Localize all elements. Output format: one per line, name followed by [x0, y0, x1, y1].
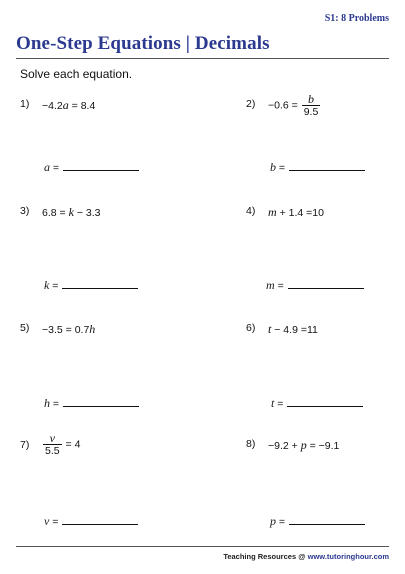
- answer-variable: m: [266, 278, 275, 292]
- footer-label: Teaching Resources @: [223, 552, 308, 561]
- answer-line-1[interactable]: [44, 160, 139, 175]
- answer-equals: =: [274, 398, 284, 410]
- answer-line-7[interactable]: [44, 514, 138, 529]
- problem-number: 3): [20, 205, 30, 217]
- equation-text: −0.6 =: [268, 99, 301, 112]
- equation-text: 6.8 =: [42, 207, 69, 219]
- answer-blank[interactable]: [63, 396, 139, 407]
- answer-blank[interactable]: [288, 278, 364, 289]
- problem-number: 7): [20, 439, 30, 451]
- footer: [223, 552, 389, 561]
- answer-variable: t: [271, 396, 275, 410]
- problem-number: 4): [246, 205, 256, 217]
- equation-text: − 3.3: [73, 207, 101, 219]
- answer-variable: a: [44, 160, 50, 174]
- equation: [268, 438, 339, 453]
- problem-number: 5): [20, 322, 30, 334]
- fraction-denominator: 9.5: [303, 106, 319, 118]
- answer-blank[interactable]: [62, 514, 138, 525]
- answer-variable: h: [44, 396, 50, 410]
- answer-equals: =: [274, 280, 284, 292]
- equation-text: −9.2 +: [268, 440, 301, 452]
- equation-variable: k: [68, 205, 74, 219]
- equation: [42, 205, 100, 220]
- fraction-denominator: 5.5: [45, 445, 60, 457]
- page-title: One-Step Equations | Decimals: [16, 33, 270, 54]
- fraction: [43, 432, 62, 457]
- equation-variable: a: [62, 98, 69, 112]
- equation-text: − 4.9 =11: [271, 324, 318, 336]
- problem-number: 6): [246, 322, 256, 334]
- equation-text: = 8.4: [68, 100, 96, 112]
- answer-equals: =: [276, 162, 286, 174]
- answer-line-5[interactable]: [44, 396, 139, 411]
- instructions: Solve each equation.: [20, 67, 133, 81]
- equation-text: + 1.4 =10: [276, 207, 324, 219]
- problem-number: 8): [246, 438, 256, 450]
- equation-variable: h: [89, 322, 96, 336]
- set-label: S1: 8 Problems: [324, 13, 389, 24]
- answer-variable: v: [44, 514, 50, 528]
- answer-blank[interactable]: [287, 396, 363, 407]
- answer-variable: k: [44, 278, 50, 292]
- footer-link[interactable]: www.tutoringhour.com: [307, 552, 389, 561]
- answer-variable: p: [270, 514, 276, 528]
- equation: [42, 432, 80, 457]
- answer-equals: =: [50, 162, 60, 174]
- fraction-numerator: v: [43, 432, 62, 445]
- answer-equals: =: [49, 280, 59, 292]
- answer-equals: =: [276, 516, 286, 528]
- equation-text: −4.2: [42, 100, 63, 112]
- answer-line-4[interactable]: [266, 278, 364, 293]
- equation: [42, 98, 95, 113]
- equation-variable: p: [300, 438, 307, 452]
- answer-line-8[interactable]: [270, 514, 365, 529]
- equation: [42, 322, 95, 337]
- equation-variable: m: [268, 205, 277, 219]
- fraction: [302, 93, 321, 118]
- equation-text: −3.5 = 0.7: [42, 324, 90, 336]
- title-divider: [16, 58, 389, 59]
- equation-text: = −9.1: [306, 440, 340, 452]
- answer-equals: =: [49, 516, 59, 528]
- answer-variable: b: [270, 160, 276, 174]
- fraction-numerator: b: [302, 93, 321, 106]
- answer-line-3[interactable]: [44, 278, 138, 293]
- answer-blank[interactable]: [289, 514, 365, 525]
- problem-number: 1): [20, 98, 30, 110]
- equation: [268, 322, 318, 337]
- footer-divider: [16, 546, 389, 547]
- equation: [268, 205, 324, 220]
- answer-equals: =: [50, 398, 60, 410]
- equation-text: = 4: [62, 438, 81, 451]
- answer-line-6[interactable]: [271, 396, 363, 411]
- problem-number: 2): [246, 98, 256, 110]
- answer-blank[interactable]: [63, 160, 139, 171]
- answer-blank[interactable]: [62, 278, 138, 289]
- answer-line-2[interactable]: [270, 160, 365, 175]
- equation: [268, 93, 321, 118]
- answer-blank[interactable]: [289, 160, 365, 171]
- equation-variable: t: [268, 322, 272, 336]
